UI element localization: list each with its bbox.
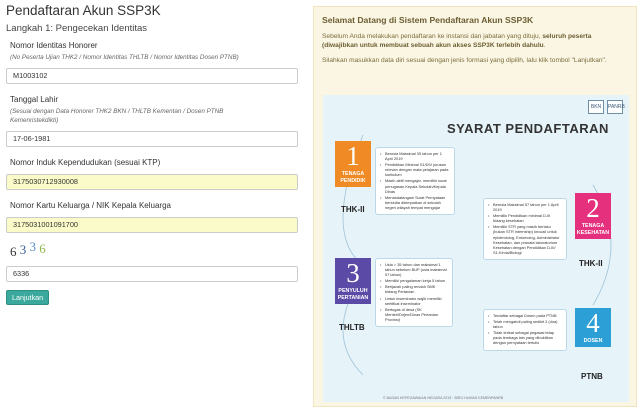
panrb-logo: PANRB [607, 100, 623, 114]
kk-input[interactable]: 3175031001091700 [6, 217, 298, 233]
requirement-item: • Bertugas di desa (SK Menteri/Dirjen/Dinas Pertanian Provinsi) [380, 307, 448, 322]
nik-input[interactable]: 3175030712930008 [6, 174, 298, 190]
category-4-requirements [483, 309, 567, 351]
category-1-label: THK-II [341, 205, 365, 214]
category-name: TENAGA KESEHATAN [576, 223, 610, 236]
panel-text: Sebelum Anda melakukan pendaftaran ke instansi dan jabatan yang dituju, [322, 33, 543, 40]
registration-form [6, 0, 298, 305]
captcha-image [10, 238, 298, 261]
infographic-footnote: © BADAN KEPEGAWAIAN NEGARA 2019 · BIRO HUMAS KEMENPANRB [383, 396, 504, 400]
category-3-requirements [375, 258, 453, 327]
category-number: 2 [586, 193, 600, 223]
panel-text: . [543, 42, 546, 49]
captcha-char: 3 [19, 241, 27, 257]
field-label: Nomor Identitas Honorer [10, 41, 98, 50]
captcha-input[interactable]: 6336 [6, 266, 298, 282]
bkn-logo: BKN [588, 100, 604, 114]
category-number: 4 [586, 308, 600, 338]
requirement-item: • Terdaftar sebagai Dosen pada PTNB [488, 313, 562, 318]
category-name: PENYULUH PERTANIAN [337, 288, 369, 301]
field-label: Nomor Induk Kependudukan (sesuai KTP) [10, 157, 161, 167]
panel-paragraph-1 [322, 32, 628, 50]
page-title: Pendaftaran Akun SSP3K [6, 3, 161, 18]
requirement-item: • Masih aktif mengajar, memiliki surat penugasan Kepala Sekolah/Kepala Dinas [380, 178, 450, 193]
category-1-badge [335, 141, 371, 187]
captcha-char: 3 [29, 238, 36, 254]
requirement-item: • Telah mengabdi paling sedikit 2 (dua) tahun [488, 319, 562, 329]
requirement-item: • Memiliki pengalaman kerja 5 tahun [380, 278, 448, 283]
field-label: Tanggal Lahir [10, 94, 59, 104]
category-number: 3 [346, 258, 360, 288]
birth-date-input[interactable]: 17-06-1981 [6, 131, 298, 147]
category-1-requirements [375, 147, 455, 215]
category-3-label: THLTB [339, 323, 365, 332]
requirement-item: • Usia > 35 tahun dan maksimal 1 tahun sebelum BUP (usia maksimal 57 tahun) [380, 262, 448, 277]
requirement-item: • Tidak terikat sebagai pegawai tetap pada lembaga lain yang dibuktikan dengan pernyataan tertulis [488, 330, 562, 345]
category-2-badge [575, 193, 611, 239]
step-title: Langkah 1: Pengecekan Identitas [6, 23, 148, 34]
infographic-heading: SYARAT PENDAFTARAN [447, 121, 609, 136]
category-4-badge [575, 308, 611, 347]
field-nik [6, 158, 298, 190]
requirement-item: • Berusia Maksimal 35 tahun per 1 April 2019 [380, 151, 450, 161]
field-hint: (No Peserta Ujian THK2 / Nomor Identitas THLTB / Nomor Identitas Dosen PTNB) [10, 54, 239, 61]
panel-title: Selamat Datang di Sistem Pendaftaran Akun SSP3K [322, 15, 534, 25]
category-2-label: THK-II [579, 259, 603, 268]
requirement-item: • Memiliki Pendidikan minimal D-III bidang kesehatan [488, 213, 562, 223]
honorer-id-input[interactable]: M1003102 [6, 68, 298, 84]
requirement-item: • Memiliki STR yang masih berlaku (bukan STR internship) kecuali untuk epidemiolog, Entomolog, Administrator Kesehatan, dan pranata laboratorium Kesehatan dengan Pendidikan D-III/ S1-Kimia/Biologi [488, 224, 562, 255]
captcha-char: 6 [10, 243, 17, 259]
continue-button[interactable]: Lanjutkan [6, 290, 49, 305]
panel-bold-text: seluruh peserta (diwajibkan untuk membuat sebuah akun akses SSP3K terlebih dahulu [322, 33, 592, 49]
category-name: DOSEN [583, 338, 603, 344]
requirement-item: • Menandatangani Surat Pernyataan bersedia ditempatkan di sekolah negeri wilayah tempat mengajar [380, 195, 450, 210]
captcha-char: 6 [39, 240, 46, 256]
category-number: 1 [346, 141, 360, 171]
field-birth-date [6, 95, 298, 147]
requirement-item: • Berusia Maksimal 57 tahun per 1 April 2019 [488, 202, 562, 212]
field-hint: (Sesuai dengan Data Honorer THK2 BKN / THLTB Kementan / Dosen PTNB Kemenristekdikti) [10, 107, 224, 124]
requirement-item: • Pendidikan Minimal S1/DIV jurusan relevan dengan mata pelajaran pada kurikulum [380, 162, 450, 177]
field-label: Nomor Kartu Keluarga / NIK Kepala Keluarga [10, 200, 171, 210]
category-name: TENAGA PENDIDIK [340, 171, 366, 184]
requirement-item: • Berijazah paling rendah SMK bidang Pertanian [380, 284, 448, 294]
requirements-infographic [323, 95, 629, 402]
field-honorer-id [6, 41, 298, 84]
panel-paragraph-2: Silahkan masukkan data diri sesuai dengan jenis formasi yang dipilih, lalu klik tombol "Lanjutkan". [322, 57, 607, 64]
requirement-item: • Untuk inseminator wajib memiliki sertifikat inseminator [380, 296, 448, 306]
category-2-requirements [483, 198, 567, 260]
welcome-panel [313, 6, 637, 407]
field-kk [6, 201, 298, 233]
category-3-badge [335, 258, 371, 304]
category-4-label: PTNB [581, 372, 603, 381]
